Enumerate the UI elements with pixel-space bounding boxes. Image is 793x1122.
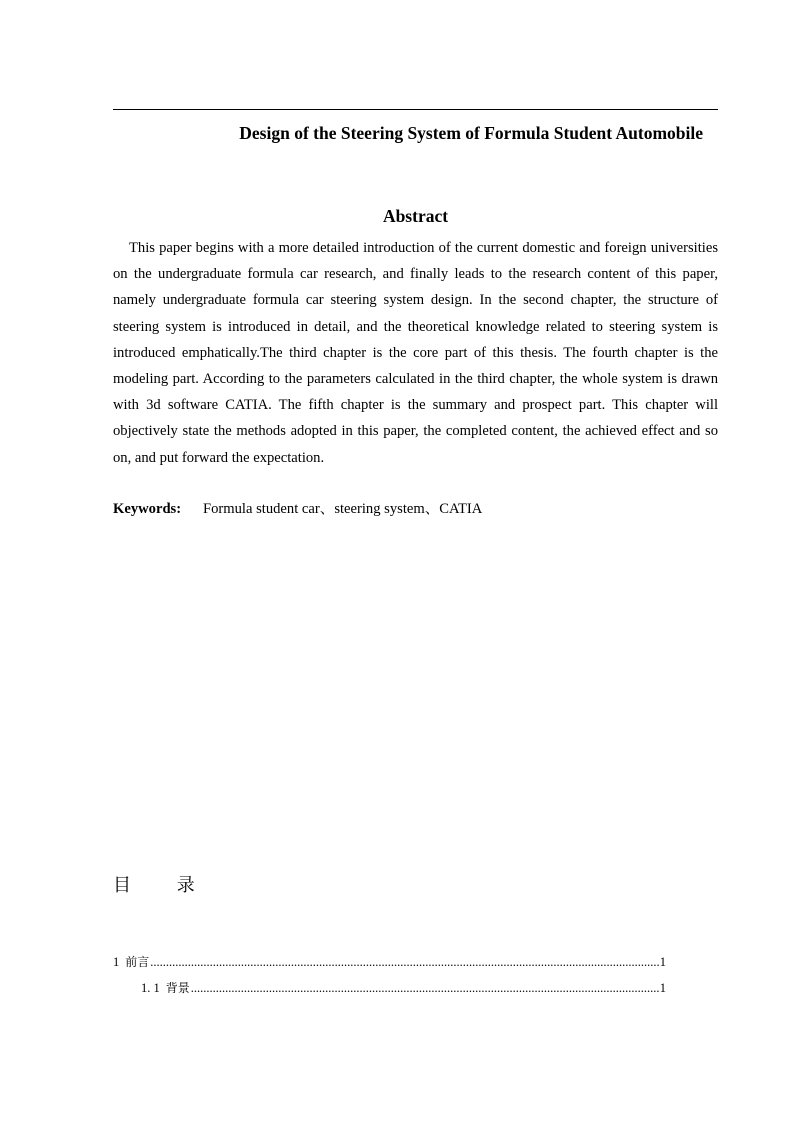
toc-entry[interactable]	[141, 979, 666, 997]
document-title: Design of the Steering System of Formula Student Automobile	[239, 123, 703, 143]
toc-entry-page: 1	[659, 981, 666, 995]
toc-heading: 目 录	[113, 875, 215, 896]
toc-entry[interactable]	[113, 953, 666, 971]
toc-entry-title: 前言	[125, 955, 150, 969]
toc-entry-title: 背景	[165, 981, 190, 995]
keywords-label: Keywords:	[113, 501, 182, 517]
abstract-body: This paper begins with a more detailed introduction of the current domestic and foreign universities on the undergraduate formula car research, and finally leads to the research content of this paper, namely undergraduate formula car steering system design. In the second chapter, the structure of steering system is introduced in detail, and the theoretical knowledge related to steering system is introduced emphatically.The third chapter is the core part of this thesis. The fourth chapter is the modeling part. According to the parameters calculated in the third chapter, the whole system is drawn with 3d software CATIA. The fifth chapter is the summary and prospect part. This chapter will objectively state the methods adopted in this paper, the completed content, the achieved effect and so on, and put forward the expectation.	[113, 240, 718, 466]
toc-leader-dots	[150, 953, 658, 971]
header-rule	[113, 109, 718, 110]
abstract-heading: Abstract	[382, 206, 449, 226]
toc-leader-dots	[191, 979, 659, 997]
toc-entry-page: 1	[659, 955, 666, 969]
toc-entry-number: 1. 1	[141, 981, 160, 995]
toc-entry-number: 1	[113, 955, 120, 969]
keywords-line	[113, 497, 718, 521]
keywords-value: Formula student car、steering system、CATIA	[203, 501, 483, 517]
